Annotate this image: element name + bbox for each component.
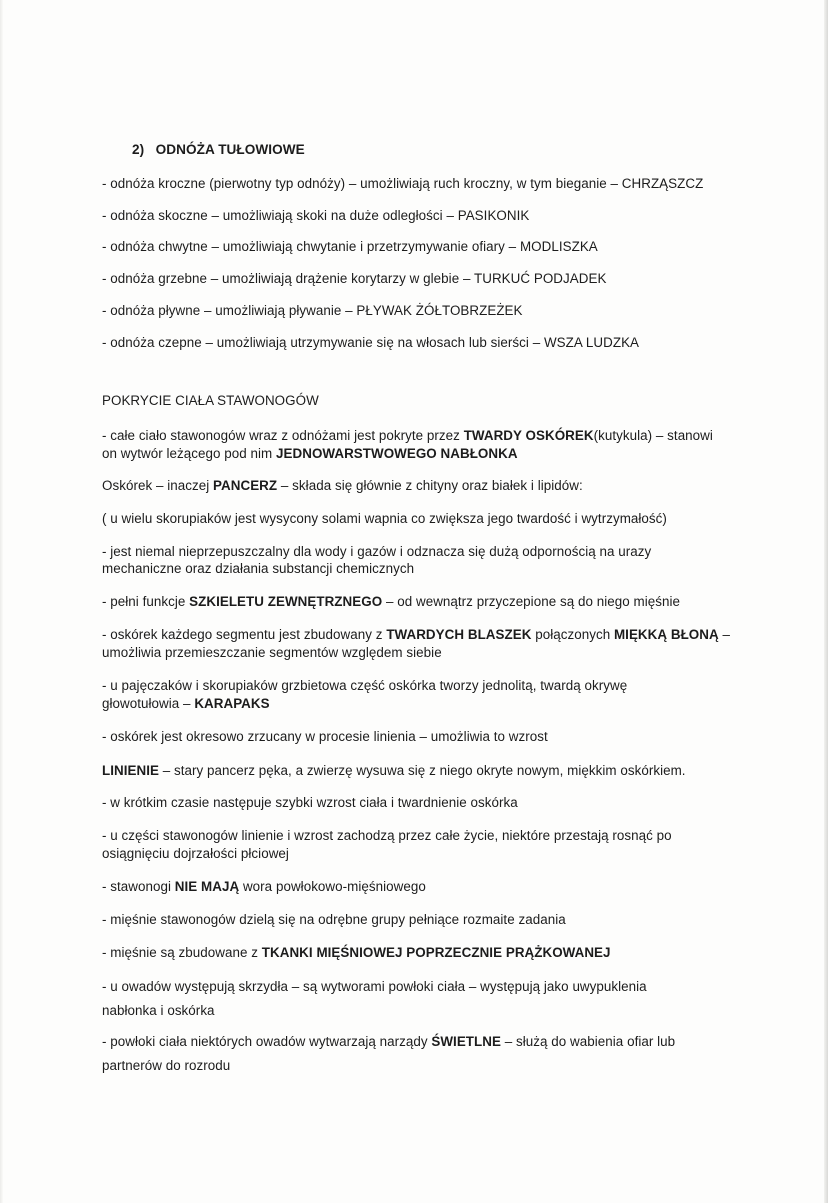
- paragraph-line: - mięśnie stawonogów dzielą się na odrębne grupy pełniące rozmaite zadania: [102, 912, 566, 927]
- page-left-edge: [0, 0, 3, 1203]
- paragraph-line: - u owadów występują skrzydła – są wytworami powłoki ciała – występują jako uwypuklenia: [102, 979, 647, 994]
- paragraph-line: LINIENIE – stary pancerz pęka, a zwierzę wysuwa się z niego okryte nowym, miękkim oskórkiem.: [102, 763, 686, 778]
- paragraph-line: on wytwór leżącego pod nim JEDNOWARSTWOWEGO NABŁONKA: [102, 446, 518, 461]
- paragraph-line: - w krótkim czasie następuje szybki wzrost ciała i twardnienie oskórka: [102, 795, 518, 810]
- paragraph-line: partnerów do rozrodu: [102, 1058, 231, 1073]
- paragraph-line: - u pajęczaków i skorupiaków grzbietowa część oskórka tworzy jednolitą, twardą okrywę: [102, 678, 628, 693]
- paragraph-line: - powłoki ciała niektórych owadów wytwarzają narządy ŚWIETLNE – służą do wabienia ofiar lub: [102, 1034, 676, 1049]
- section-number: 2): [132, 142, 145, 157]
- section-heading-covering: POKRYCIE CIAŁA STAWONOGÓW: [102, 393, 319, 408]
- paragraph-line: Oskórek – inaczej PANCERZ – składa się głównie z chityny oraz białek i lipidów:: [102, 478, 583, 493]
- page-right-edge: [824, 0, 828, 1203]
- paragraph-line: - pełni funkcje SZKIELETU ZEWNĘTRZNEGO – od wewnątrz przyczepione są do niego mięśnie: [102, 594, 681, 609]
- section-heading: [132, 141, 305, 159]
- list-item: - odnóża czepne – umożliwiają utrzymywanie się na włosach lub sierści – WSZA LUDZKA: [102, 335, 640, 350]
- paragraph-line: osiągnięciu dojrzałości płciowej: [102, 846, 289, 861]
- list-item: - odnóża skoczne – umożliwiają skoki na duże odległości – PASIKONIK: [102, 208, 530, 223]
- list-item: - odnóża pływne – umożliwiają pływanie – PŁYWAK ŻÓŁTOBRZEŻEK: [102, 303, 523, 318]
- paragraph-line: - stawonogi NIE MAJĄ wora powłokowo-mięśniowego: [102, 879, 426, 894]
- paragraph-line: nabłonka i oskórka: [102, 1003, 215, 1018]
- list-item: - odnóża chwytne – umożliwiają chwytanie i przetrzymywanie ofiary – MODLISZKA: [102, 239, 598, 254]
- paragraph-line: - jest niemal nieprzepuszczalny dla wody i gazów i odznacza się dużą odpornością na urazy: [102, 544, 652, 559]
- paragraph-line: mechaniczne oraz działania substancji chemicznych: [102, 561, 415, 576]
- paragraph-line: - całe ciało stawonogów wraz z odnóżami jest pokryte przez TWARDY OSKÓREK(kutykula) – stanowi: [102, 428, 713, 443]
- paragraph-line: głowotułowia – KARAPAKS: [102, 696, 270, 711]
- paragraph-line: - u części stawonogów linienie i wzrost zachodzą przez całe życie, niektóre przestają rosnąć po: [102, 828, 672, 843]
- paragraph-line: - oskórek jest okresowo zrzucany w procesie linienia – umożliwia to wzrost: [102, 729, 548, 744]
- paragraph-line: - mięśnie są zbudowane z TKANKI MIĘŚNIOWEJ POPRZECZNIE PRĄŻKOWANEJ: [102, 945, 611, 960]
- paragraph-line: umożliwia przemieszczanie segmentów względem siebie: [102, 645, 442, 660]
- paragraph-line: ( u wielu skorupiaków jest wysycony solami wapnia co zwiększa jego twardość i wytrzymałość): [102, 511, 667, 526]
- list-item: - odnóża grzebne – umożliwiają drążenie korytarzy w glebie – TURKUĆ PODJADEK: [102, 271, 607, 286]
- section-title: ODNÓŻA TUŁOWIOWE: [155, 142, 305, 157]
- paragraph-line: - oskórek każdego segmentu jest zbudowany z TWARDYCH BLASZEK połączonych MIĘKKĄ BŁONĄ –: [102, 627, 730, 642]
- list-item: - odnóża kroczne (pierwotny typ odnóży) – umożliwiają ruch kroczny, w tym bieganie – CHRZĄSZCZ: [102, 176, 704, 191]
